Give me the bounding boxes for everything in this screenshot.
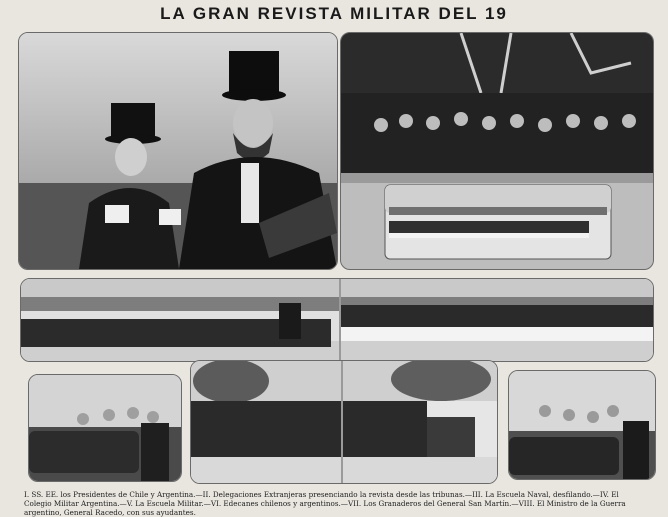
photo-parade-column [20, 278, 654, 362]
photo-caption: I. SS. EE. los Presidentes de Chile y Argentina.—II. Delegaciones Extranjeras presenciando la revista desde las tribunas.—III. La Escuela Naval, desfilando.—IV. El Colegio Militar Argentina.—V. La Escuela Militar.—VI. Edecanes chilenos y argentinos.—VII. Los Granaderos del General San Martín.—VIII. El Ministro de la Guerra argentino, General Racedo, con sus ayudantes. [24, 490, 626, 517]
photo-grenadiers [190, 360, 498, 484]
page-title: LA GRAN REVISTA MILITAR DEL 19 [160, 4, 508, 23]
photo-grandstand [340, 32, 654, 270]
photo-aides-carriage [28, 374, 182, 482]
photo-minister [508, 370, 656, 480]
photo-presidents [18, 32, 338, 270]
